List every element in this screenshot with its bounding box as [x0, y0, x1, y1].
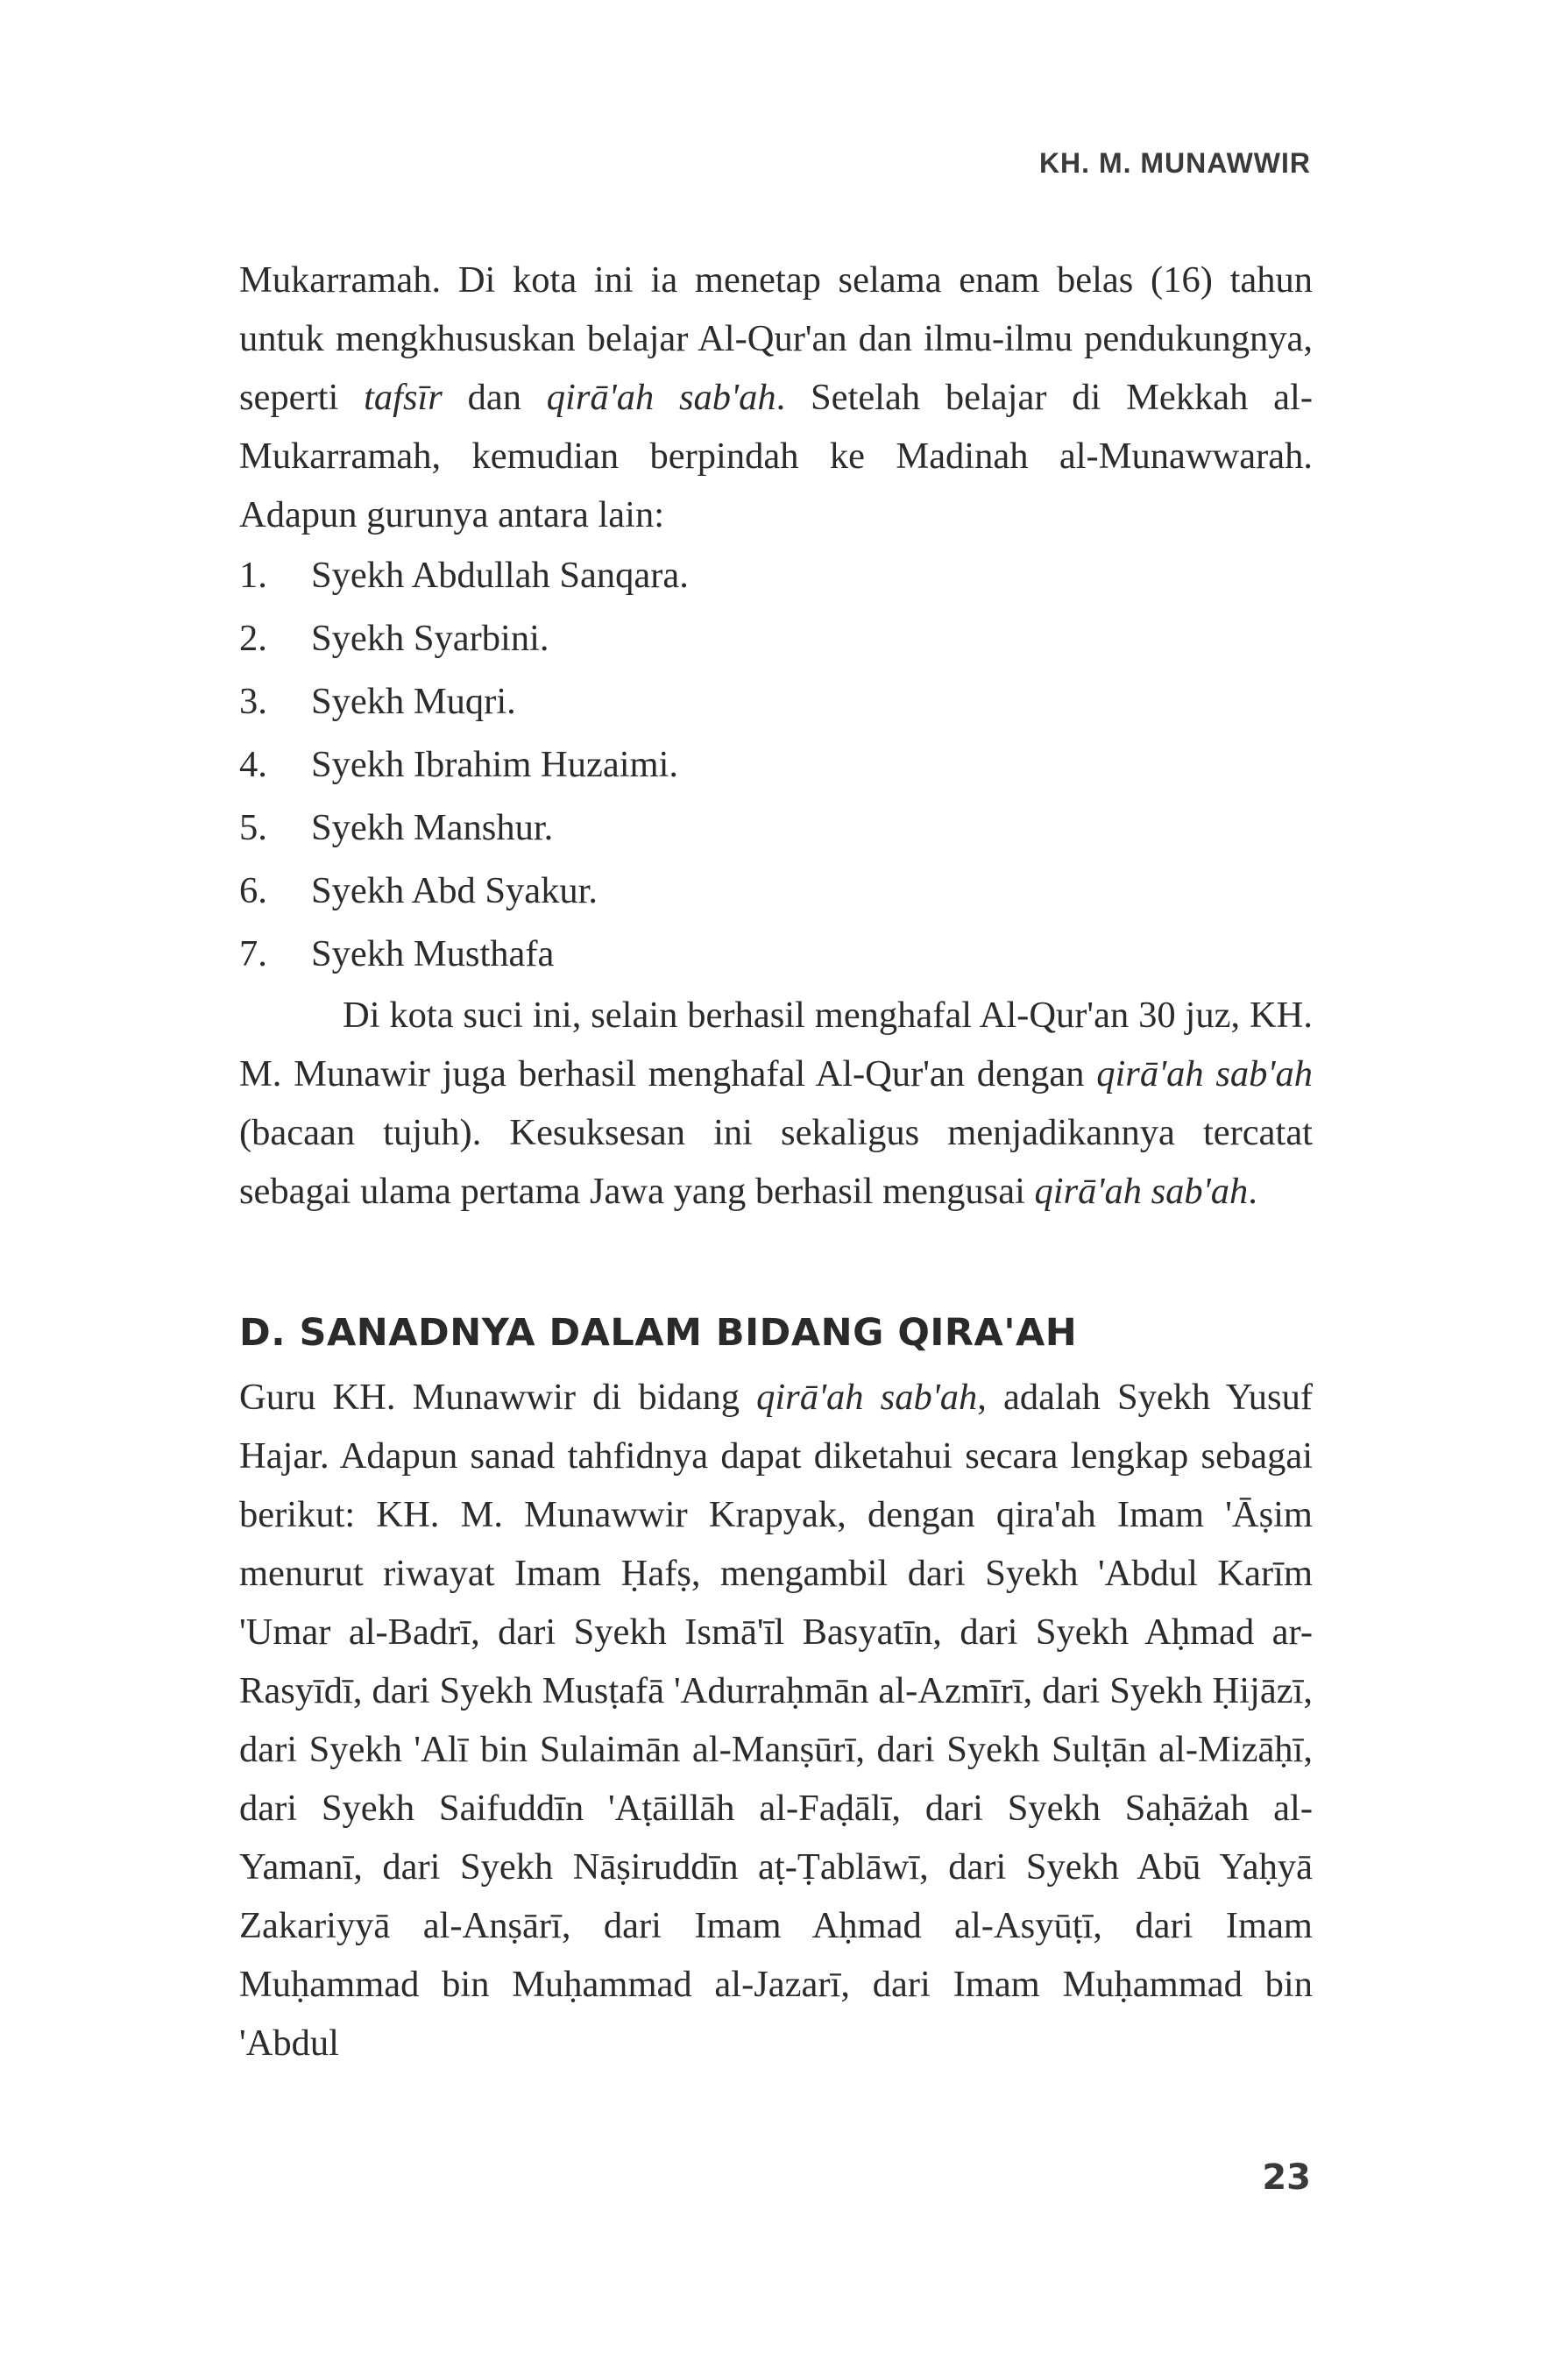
page-body — [239, 251, 1313, 2072]
teacher-name: Syekh Abd Syakur. — [311, 870, 598, 911]
section-heading: D. SANADNYA DALAM BIDANG QIRA'AH — [239, 1311, 1078, 1355]
holy-city-text-2: (bacaan tujuh). Kesuksesan ini sekaligus menjadikannya tercatat sebagai ulama pertama Jawa yang berhasil mengusai — [239, 1112, 1313, 1212]
holy-city-paragraph — [239, 986, 1313, 1221]
list-number: 5. — [239, 807, 267, 848]
list-number: 3. — [239, 681, 267, 722]
intro-text-3: . Setelah belajar di Mekkah al-Mukarramah, kemudian berpindah ke Madinah al-Munawwarah. Adapun gurunya antara lain: — [239, 377, 1313, 535]
list-number: 7. — [239, 933, 267, 974]
teacher-name: Syekh Abdullah Sanqara. — [311, 555, 689, 596]
intro-paragraph — [239, 251, 1313, 544]
list-item — [239, 670, 1313, 733]
teacher-name: Syekh Ibrahim Huzaimi. — [311, 744, 679, 785]
intro-term-tafsir: tafsīr — [364, 377, 443, 418]
list-item — [239, 544, 1313, 607]
teacher-name: Syekh Manshur. — [311, 807, 554, 848]
page-number: 23 — [1262, 2157, 1311, 2198]
teacher-name: Syekh Syarbini. — [311, 618, 549, 659]
teacher-name: Syekh Musthafa — [311, 933, 555, 974]
list-number: 1. — [239, 555, 267, 596]
list-number: 6. — [239, 870, 267, 911]
list-number: 4. — [239, 744, 267, 785]
teacher-name: Syekh Muqri. — [311, 681, 516, 722]
intro-text-2: dan — [442, 377, 547, 418]
holy-city-text-3: . — [1248, 1171, 1257, 1212]
holy-city-term-1: qirā'ah sab'ah — [1096, 1053, 1314, 1094]
running-head: KH. M. MUNAWWIR — [1038, 147, 1311, 179]
sanad-paragraph — [239, 1368, 1313, 2072]
intro-text-1: Mukarramah. Di kota ini ia menetap selama enam belas (16) tahun untuk mengkhususkan belajar Al-Qur'an dan ilmu-ilmu pendukungnya, seperti — [239, 259, 1313, 418]
sanad-text-1: Guru KH. Munawwir di bidang — [239, 1377, 757, 1418]
teacher-list — [239, 544, 1313, 986]
holy-city-term-2: qirā'ah sab'ah — [1034, 1171, 1249, 1212]
list-item — [239, 797, 1313, 860]
intro-term-qiraah: qirā'ah sab'ah — [546, 377, 776, 418]
list-item — [239, 923, 1313, 986]
holy-city-text-1: Di kota suci ini, selain berhasil menghafal Al-Qur'an 30 juz, KH. M. Munawir juga berhasil menghafal Al-Qur'an dengan — [239, 995, 1313, 1094]
list-number: 2. — [239, 618, 267, 659]
list-item — [239, 860, 1313, 923]
list-item — [239, 733, 1313, 797]
sanad-text-2: , adalah Syekh Yusuf Hajar. Adapun sanad tahfidnya dapat diketahui secara lengkap sebagai berikut: KH. M. Munawwir Krapyak, dengan qira'ah Imam 'Āṣim menurut riwayat Imam Ḥafṣ, mengambil dari Syekh 'Abdul Karīm 'Umar al-Badrī, dari Syekh Ismā'īl Basyatīn, dari Syekh Aḥmad ar-Rasyīdī, dari Syekh Musṭafā 'Adurraḥmān al-Azmīrī, dari Syekh Ḥijāzī, dari Syekh 'Alī bin Sulaimān al-Manṣūrī, dari Syekh Sulṭān al-Mizāḥī, dari Syekh Saifuddīn 'Aṭāillāh al-Faḍālī, dari Syekh Saḥāżah al-Yamanī, dari Syekh Nāṣiruddīn aṭ-Ṭablāwī, dari Syekh Abū Yaḥyā Zakariyyā al-Anṣārī, dari Imam Aḥmad al-Asyūṭī, dari Imam Muḥammad bin Muḥammad al-Jazarī, dari Imam Muḥammad bin 'Abdul — [239, 1377, 1313, 2064]
sanad-term-qiraah: qirā'ah sab'ah — [756, 1377, 978, 1418]
list-item — [239, 607, 1313, 670]
